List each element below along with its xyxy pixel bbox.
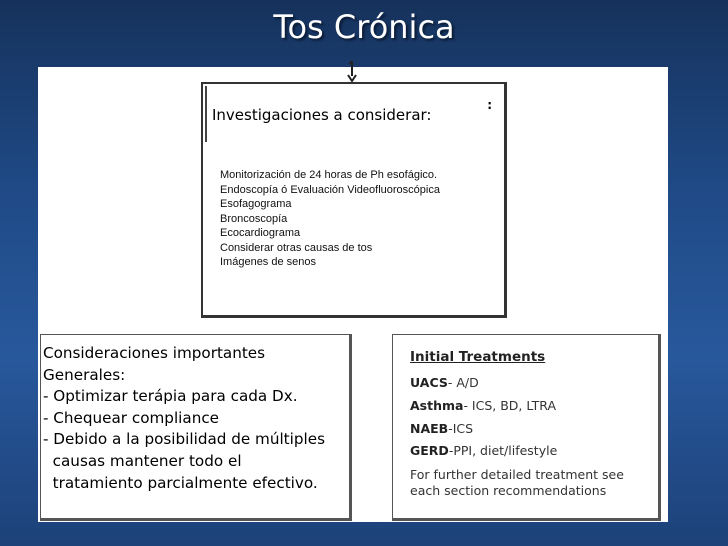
- list-item: Monitorización de 24 horas de Ph esofágico.: [220, 169, 438, 181]
- treatments-title: Initial Treatments: [410, 349, 546, 365]
- list-item: Broncoscopía: [220, 212, 288, 225]
- considerations-line: - Chequear compliance: [43, 408, 220, 427]
- considerations-line: tratamiento parcialmente efectivo.: [43, 473, 318, 492]
- considerations-box: [40, 334, 352, 521]
- list-item: Esofagograma: [220, 198, 292, 210]
- considerations-line: Generales:: [43, 365, 126, 384]
- down-arrow-icon: [346, 60, 358, 82]
- considerations-line: - Optimizar terápia para cada Dx.: [43, 387, 298, 406]
- treatment-text: - A/D: [447, 375, 479, 390]
- treatment-row-naeb: [410, 421, 473, 436]
- investigations-heading: Investigaciones a considerar:: [205, 86, 503, 142]
- investigations-list: [220, 168, 440, 270]
- treatment-label: UACS: [410, 375, 448, 390]
- treatment-row-uacs: [410, 375, 479, 390]
- treatments-note: For further detailed treatment see each section recommendations: [410, 467, 624, 498]
- investigations-colon-mark: :: [487, 98, 492, 112]
- considerations-line: Consideraciones importantes: [43, 344, 266, 362]
- treatment-label: GERD: [410, 443, 449, 458]
- considerations-text: [43, 343, 325, 494]
- list-item: Ecocardiograma: [220, 227, 301, 239]
- considerations-line: - Debido a la posibilidad de múltiples: [43, 430, 325, 449]
- investigations-box: [201, 82, 507, 318]
- treatment-text: -PPI, diet/lifestyle: [448, 443, 558, 458]
- list-item: Endoscopía ó Evaluación Videofluoroscópica: [220, 183, 440, 196]
- considerations-line: causas mantener todo el: [43, 451, 242, 470]
- treatment-text: -ICS: [448, 421, 474, 436]
- list-item: Imágenes de senos: [220, 256, 317, 268]
- treatments-box: [392, 334, 661, 521]
- treatment-label: Asthma: [410, 398, 464, 413]
- list-item: Considerar otras causas de tos: [220, 241, 373, 254]
- treatment-row-gerd: [410, 443, 557, 458]
- treatment-label: NAEB: [410, 421, 449, 436]
- slide-title: Tos Crónica: [273, 8, 455, 46]
- treatment-row-asthma: [410, 398, 556, 413]
- treatment-text: - ICS, BD, LTRA: [463, 398, 556, 413]
